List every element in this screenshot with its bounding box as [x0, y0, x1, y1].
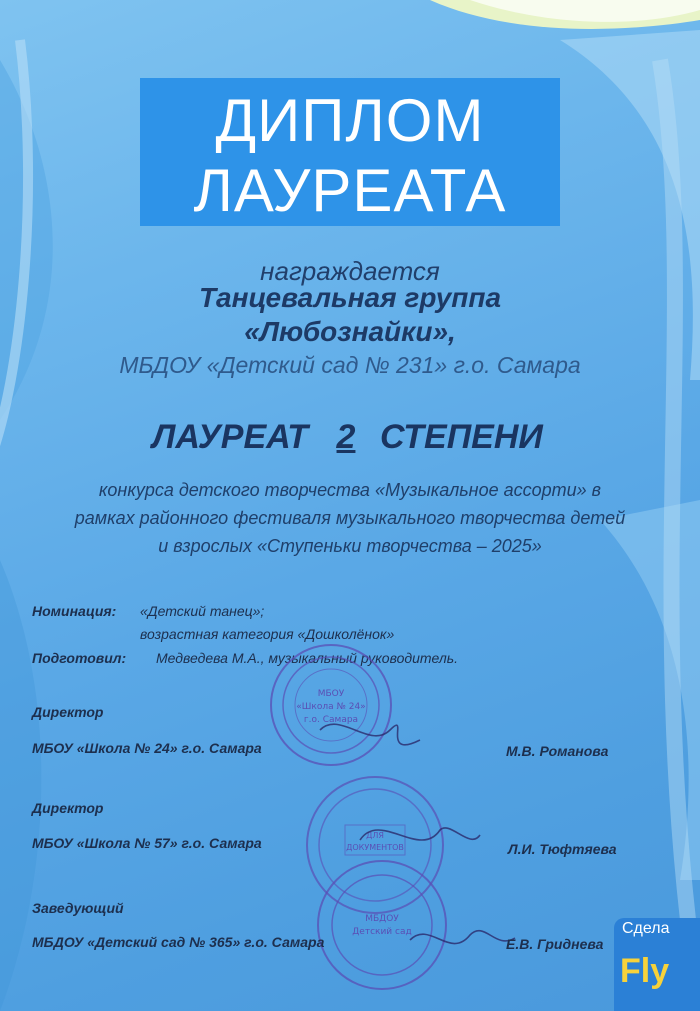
corner-ad-logo: Fly	[620, 952, 670, 990]
degree-prefix: ЛАУРЕАТ	[152, 418, 309, 456]
degree-number: 2	[336, 418, 356, 456]
title-line-1: ДИПЛОМ	[215, 87, 485, 154]
signature-1-name: М.В. Романова	[506, 743, 609, 759]
seal1-line3: г.о. Самара	[303, 715, 359, 725]
signature-3-name: Е.В. Гриднева	[506, 936, 604, 952]
prepared-value: Медведева М.А., музыкальный руководитель.	[156, 650, 459, 666]
nomination-value: «Детский танец»;	[140, 603, 265, 619]
seal2-line2: ДОКУМЕНТОВ	[346, 843, 404, 852]
signature-2-name: Л.И. Тюфтяева	[508, 841, 617, 857]
signature-2-org: МБОУ «Школа № 57» г.о. Самара	[32, 835, 262, 851]
title-line-2: ЛАУРЕАТА	[193, 157, 507, 224]
signature-3-org: МБДОУ «Детский сад № 365» г.о. Самара	[32, 934, 325, 950]
signature-2-title: Директор	[32, 800, 104, 816]
seal1-line1: МБОУ	[317, 689, 345, 699]
group-name-line-2: «Любознайки»,	[244, 316, 456, 347]
seal2-line1: ДЛЯ	[366, 831, 384, 840]
seal3-line1: МБДОУ	[365, 914, 399, 924]
degree-suffix: СТЕПЕНИ	[380, 418, 543, 456]
signature-scribbles	[300, 700, 540, 1000]
corner-ad-panel	[614, 918, 700, 1011]
signature-1-title: Директор	[32, 704, 104, 720]
contest-line-1: конкурса детского творчества «Музыкальное ассорти» в	[98, 480, 602, 500]
signature-3-title: Заведующий	[32, 900, 124, 916]
nomination-label: Номинация:	[32, 603, 117, 619]
seal1-line2: «Школа № 24»	[296, 702, 366, 712]
contest-line-3: и взрослых «Ступеньки творчества – 2025»	[158, 536, 542, 556]
title-banner	[140, 78, 560, 226]
seal3-line2: Детский сад	[352, 927, 412, 937]
prepared-label: Подготовил:	[32, 650, 127, 666]
awarded-text: награждается	[260, 256, 440, 286]
contest-line-2: рамках районного фестиваля музыкального творчества детей	[74, 508, 626, 528]
group-name-line-1: Танцевальная группа	[198, 282, 502, 313]
organization-text: МБДОУ «Детский сад № 231» г.о. Самара	[119, 352, 581, 378]
signature-1-org: МБОУ «Школа № 24» г.о. Самара	[32, 740, 262, 756]
age-category: возрастная категория «Дошколёнок»	[140, 626, 395, 642]
corner-ad-text: Сдела	[622, 920, 670, 937]
